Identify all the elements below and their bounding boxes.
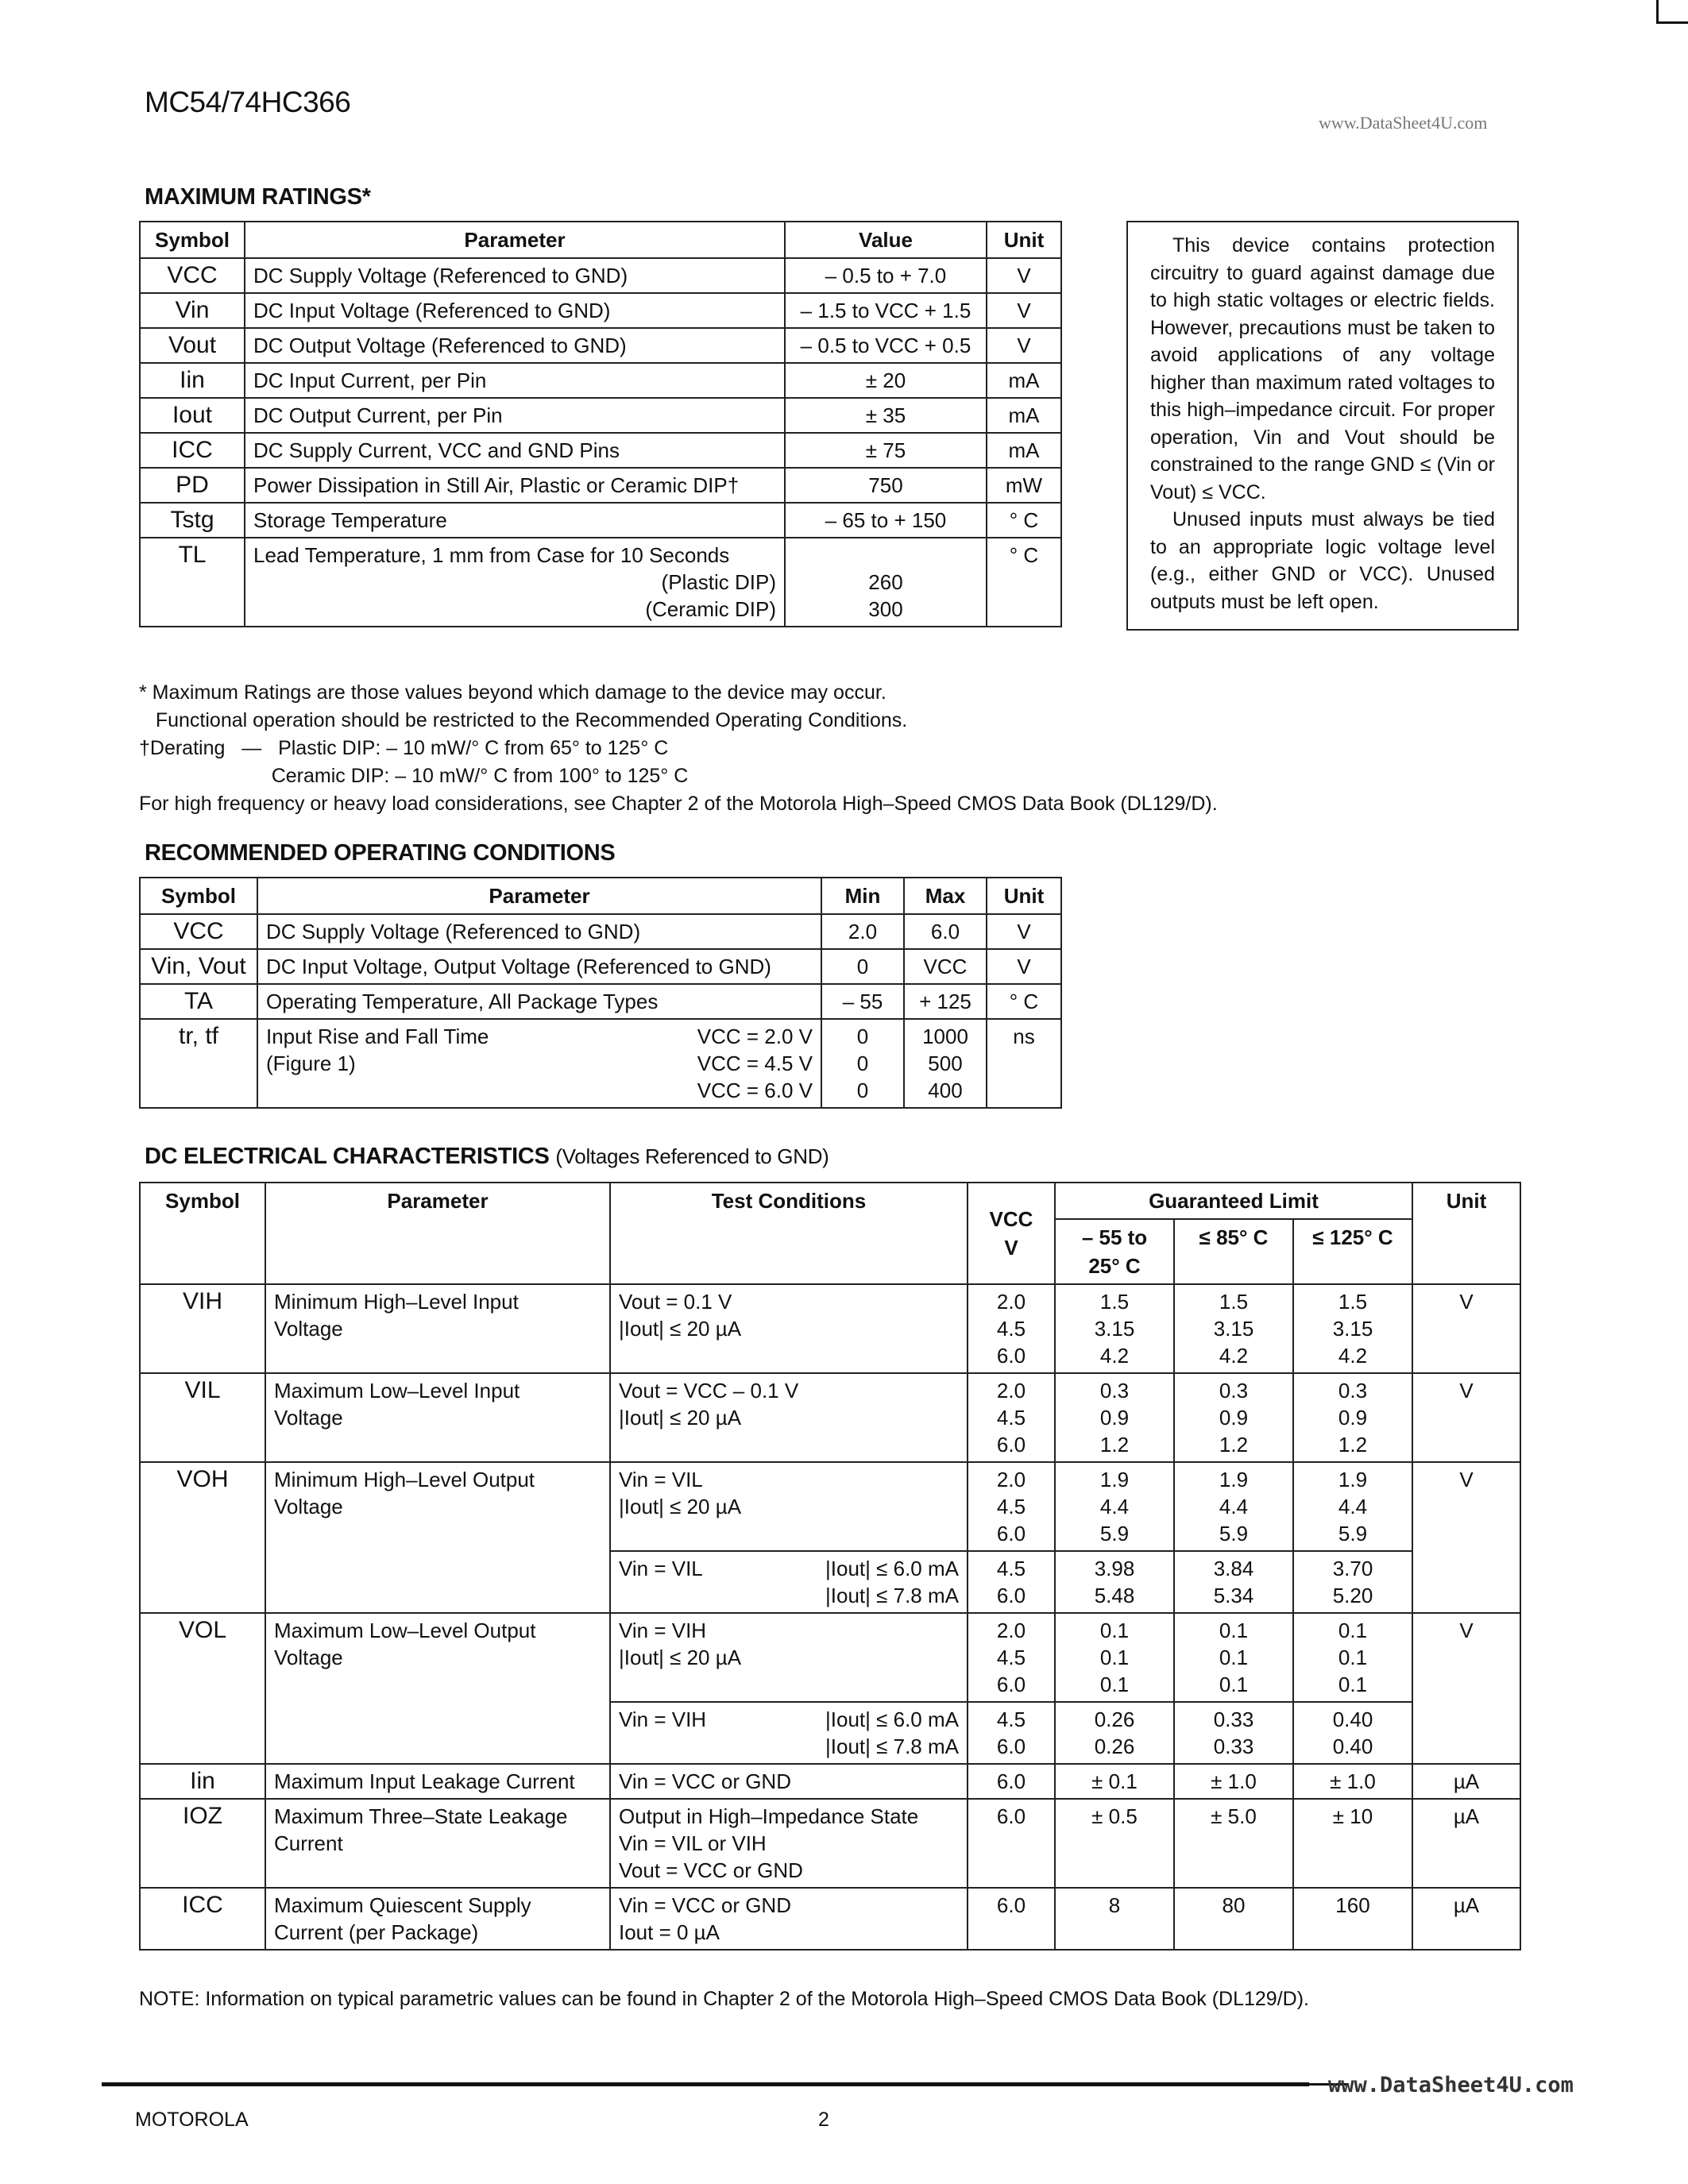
dc-title-text: DC ELECTRICAL CHARACTERISTICS: [145, 1144, 550, 1169]
max-ratings-title: MAXIMUM RATINGS*: [145, 184, 371, 210]
symbol-cell: Vin: [140, 293, 245, 328]
col-header-unit: Unit: [987, 878, 1061, 914]
table-row: [140, 468, 1061, 503]
col-header-value: Value: [785, 222, 987, 258]
rec-op-table: [139, 877, 1062, 1109]
limit-cell: 3.98 5.48: [1055, 1551, 1174, 1613]
condition-cell: [610, 1702, 968, 1764]
unit-cell: mA: [987, 398, 1061, 433]
value-cell: ± 75: [785, 433, 987, 468]
dc-body: [140, 1284, 1520, 1950]
col-header-max: Max: [904, 878, 987, 914]
limit-cell: 0.3 0.9 1.2: [1293, 1373, 1412, 1462]
condition-cell: [610, 1551, 968, 1613]
symbol-cell: ICC: [140, 1888, 265, 1950]
symbol-cell: Iin: [140, 363, 245, 398]
col-header-guaranteed-limit: Guaranteed Limit: [1055, 1183, 1412, 1219]
value-cell: – 0.5 to + 7.0: [785, 258, 987, 293]
limit-cell: 80: [1174, 1888, 1293, 1950]
condition-left: Vin = VIH: [619, 1707, 707, 1731]
table-row: [140, 984, 1061, 1019]
value-cell: 750: [785, 468, 987, 503]
unit-cell: mW: [987, 468, 1061, 503]
unit-cell: V: [987, 328, 1061, 363]
parameter-text: Input Rise and Fall Time (Figure 1): [266, 1024, 489, 1075]
unit-cell: V: [987, 293, 1061, 328]
table-row: [140, 1019, 1061, 1108]
parameter-cell: DC Input Voltage, Output Voltage (Referenced to GND): [257, 949, 821, 984]
protection-note-paragraph: This device contains protection circuitry to guard against damage due to high static voltages or electric fields. However, precautions must be taken to avoid applications of any voltage higher than maximum rated voltages to this high–impedance circuit. For proper operation, Vin and Vout should be constrained to the range GND ≤ (Vin or Vout) ≤ VCC.: [1150, 234, 1495, 504]
limit-cell: 0.1 0.1 0.1: [1174, 1613, 1293, 1702]
value-cell: ± 20: [785, 363, 987, 398]
condition-cell: Vin = VIL |Iout| ≤ 20 µA: [610, 1462, 968, 1551]
symbol-cell: Vout: [140, 328, 245, 363]
vcc-cell: 2.0 4.5 6.0: [968, 1373, 1055, 1462]
parameter-cell: Maximum Input Leakage Current: [265, 1764, 610, 1799]
table-row: [140, 398, 1061, 433]
vcc-cell: 2.0 4.5 6.0: [968, 1284, 1055, 1373]
unit-cell: V: [987, 914, 1061, 949]
symbol-cell: IOZ: [140, 1799, 265, 1888]
unit-cell: µA: [1412, 1799, 1520, 1888]
value-cell: – 1.5 to VCC + 1.5: [785, 293, 987, 328]
limit-cell: 1.9 4.4 5.9: [1174, 1462, 1293, 1551]
rec-op-title: RECOMMENDED OPERATING CONDITIONS: [145, 840, 616, 866]
parameter-text: Lead Temperature, 1 mm from Case for 10 Seconds: [253, 543, 730, 567]
parameter-cell: Minimum High–Level Input Voltage: [265, 1284, 610, 1373]
symbol-cell: Iin: [140, 1764, 265, 1799]
col-header-conditions: Test Conditions: [610, 1183, 968, 1284]
unit-cell: mA: [987, 363, 1061, 398]
table-row: [140, 1888, 1520, 1950]
max-cell: + 125: [904, 984, 987, 1019]
dc-note: NOTE: Information on typical parametric values can be found in Chapter 2 of the Motorola High–Speed CMOS Data Book (DL129/D).: [139, 1988, 1309, 2010]
symbol-cell: VIH: [140, 1284, 265, 1373]
col-header-unit: Unit: [987, 222, 1061, 258]
limit-cell: 0.1 0.1 0.1: [1055, 1613, 1174, 1702]
value-cell: – 0.5 to VCC + 0.5: [785, 328, 987, 363]
col-header-symbol: Symbol: [140, 878, 257, 914]
max-ratings-table: [139, 221, 1062, 627]
limit-cell: 3.70 5.20: [1293, 1551, 1412, 1613]
max-ratings-body: [140, 258, 1061, 538]
limit-cell: 0.26 0.26: [1055, 1702, 1174, 1764]
symbol-cell: VCC: [140, 258, 245, 293]
condition-text: VCC = 2.0 V VCC = 4.5 V VCC = 6.0 V: [697, 1024, 813, 1102]
table-row: [140, 1462, 1520, 1551]
vcc-cell: 6.0: [968, 1799, 1055, 1888]
unit-cell: V: [987, 949, 1061, 984]
limit-cell: 0.1 0.1 0.1: [1293, 1613, 1412, 1702]
parameter-cell: Operating Temperature, All Package Types: [257, 984, 821, 1019]
vcc-cell: 6.0: [968, 1888, 1055, 1950]
footer-rule: [102, 2082, 1309, 2086]
condition-cell: Vin = VCC or GND Iout = 0 µA: [610, 1888, 968, 1950]
symbol-cell: Vin, Vout: [140, 949, 257, 984]
parameter-cell: [245, 538, 785, 627]
limit-cell: ± 1.0: [1293, 1764, 1412, 1799]
protection-note-paragraph: Unused inputs must always be tied to an appropriate logic voltage level (e.g., either GND or VCC). Unused outputs must be left open.: [1150, 508, 1495, 613]
crop-mark: [1656, 0, 1688, 24]
limit-cell: 0.3 0.9 1.2: [1174, 1373, 1293, 1462]
value-cell: 260 300: [785, 538, 987, 627]
symbol-cell: Iout: [140, 398, 245, 433]
unit-cell: V: [1412, 1373, 1520, 1462]
table-row: [140, 293, 1061, 328]
document-title: MC54/74HC366: [145, 86, 351, 118]
symbol-cell: tr, tf: [140, 1019, 257, 1108]
limit-cell: 1.5 3.15 4.2: [1174, 1284, 1293, 1373]
col-header-parameter: Parameter: [245, 222, 785, 258]
unit-cell: ° C: [987, 984, 1061, 1019]
unit-cell: V: [987, 258, 1061, 293]
table-row: [140, 503, 1061, 538]
parameter-cell: DC Supply Voltage (Referenced to GND): [245, 258, 785, 293]
table-row: [140, 538, 1061, 627]
parameter-cell: DC Input Voltage (Referenced to GND): [245, 293, 785, 328]
max-ratings-footnotes: * Maximum Ratings are those values beyond which damage to the device may occur. Functional operation should be restricted to the Recommended Operating Conditions. †Derating — Plastic DIP: – 10 mW/° C from 65° to 125° C Ceramic DIP: – 10 mW/° C from 100° to 125° C For high frequency or heavy load considerations, see Chapter 2 of the Motorola High–Speed CMOS Data Book (DL129/D).: [139, 681, 1218, 815]
max-cell: 6.0: [904, 914, 987, 949]
symbol-cell: VIL: [140, 1373, 265, 1462]
condition-right: |Iout| ≤ 6.0 mA |Iout| ≤ 7.8 mA: [825, 1707, 959, 1758]
limit-cell: 8: [1055, 1888, 1174, 1950]
parameter-cell: DC Output Current, per Pin: [245, 398, 785, 433]
limit-cell: ± 10: [1293, 1799, 1412, 1888]
limit-cell: 1.9 4.4 5.9: [1293, 1462, 1412, 1551]
table-row: [140, 914, 1061, 949]
parameter-cell: Maximum Three–State Leakage Current: [265, 1799, 610, 1888]
unit-cell: V: [1412, 1462, 1520, 1613]
vcc-cell: 6.0: [968, 1764, 1055, 1799]
dc-title: [145, 1144, 829, 1170]
vcc-cell: 2.0 4.5 6.0: [968, 1462, 1055, 1551]
parameter-cell: Maximum Quiescent Supply Current (per Package): [265, 1888, 610, 1950]
dc-subtitle: (Voltages Referenced to GND): [555, 1144, 829, 1168]
unit-cell: µA: [1412, 1888, 1520, 1950]
parameter-cell: DC Input Current, per Pin: [245, 363, 785, 398]
limit-cell: ± 0.5: [1055, 1799, 1174, 1888]
min-cell: 0 0 0: [821, 1019, 904, 1108]
vcc-cell: 4.5 6.0: [968, 1551, 1055, 1613]
condition-cell: Vin = VIH |Iout| ≤ 20 µA: [610, 1613, 968, 1702]
symbol-cell: TL: [140, 538, 245, 627]
limit-cell: 160: [1293, 1888, 1412, 1950]
rec-op-body: [140, 914, 1061, 1019]
min-cell: 2.0: [821, 914, 904, 949]
condition-left: Vin = VIL: [619, 1557, 703, 1580]
max-cell: VCC: [904, 949, 987, 984]
protection-note: [1126, 221, 1519, 631]
table-row: [140, 1764, 1520, 1799]
table-row: [140, 1613, 1520, 1702]
dc-table: [139, 1182, 1521, 1951]
vcc-cell: 2.0 4.5 6.0: [968, 1613, 1055, 1702]
col-header-symbol: Symbol: [140, 1183, 265, 1284]
package-labels: (Plastic DIP) (Ceramic DIP): [645, 570, 776, 621]
table-row: [140, 949, 1061, 984]
col-header-temp-125: ≤ 125° C: [1293, 1219, 1412, 1284]
col-header-symbol: Symbol: [140, 222, 245, 258]
parameter-cell: DC Supply Voltage (Referenced to GND): [257, 914, 821, 949]
limit-cell: 0.3 0.9 1.2: [1055, 1373, 1174, 1462]
limit-cell: 3.84 5.34: [1174, 1551, 1293, 1613]
limit-cell: ± 5.0: [1174, 1799, 1293, 1888]
condition-cell: Output in High–Impedance State Vin = VIL or VIH Vout = VCC or GND: [610, 1799, 968, 1888]
col-header-parameter: Parameter: [257, 878, 821, 914]
watermark-top: www.DataSheet4U.com: [1319, 113, 1488, 133]
parameter-cell: Minimum High–Level Output Voltage: [265, 1462, 610, 1613]
limit-cell: ± 0.1: [1055, 1764, 1174, 1799]
symbol-cell: Tstg: [140, 503, 245, 538]
col-header-vcc: VCC V: [968, 1183, 1055, 1284]
footer-brand: MOTOROLA: [135, 2109, 249, 2131]
limit-cell: 0.40 0.40: [1293, 1702, 1412, 1764]
unit-cell: ° C: [987, 538, 1061, 627]
vcc-cell: 4.5 6.0: [968, 1702, 1055, 1764]
col-header-temp-25: – 55 to 25° C: [1055, 1219, 1174, 1284]
unit-cell: ° C: [987, 503, 1061, 538]
parameter-cell: DC Output Voltage (Referenced to GND): [245, 328, 785, 363]
col-header-parameter: Parameter: [265, 1183, 610, 1284]
condition-right: |Iout| ≤ 6.0 mA |Iout| ≤ 7.8 mA: [825, 1557, 959, 1607]
value-cell: – 65 to + 150: [785, 503, 987, 538]
limit-cell: 0.33 0.33: [1174, 1702, 1293, 1764]
limit-cell: 1.5 3.15 4.2: [1293, 1284, 1412, 1373]
page-number: 2: [818, 2109, 829, 2131]
limit-cell: ± 1.0: [1174, 1764, 1293, 1799]
table-row: [140, 1373, 1520, 1462]
parameter-cell: Maximum Low–Level Output Voltage: [265, 1613, 610, 1764]
table-row: [140, 1799, 1520, 1888]
symbol-cell: VOL: [140, 1613, 265, 1764]
min-cell: – 55: [821, 984, 904, 1019]
col-header-temp-85: ≤ 85° C: [1174, 1219, 1293, 1284]
symbol-cell: PD: [140, 468, 245, 503]
watermark-bottom: www.DataSheet4U.com: [1328, 2073, 1574, 2097]
max-cell: 1000 500 400: [904, 1019, 987, 1108]
unit-cell: µA: [1412, 1764, 1520, 1799]
unit-cell: V: [1412, 1284, 1520, 1373]
table-row: [140, 1284, 1520, 1373]
parameter-cell: DC Supply Current, VCC and GND Pins: [245, 433, 785, 468]
min-cell: 0: [821, 949, 904, 984]
parameter-cell: Power Dissipation in Still Air, Plastic or Ceramic DIP†: [245, 468, 785, 503]
col-header-min: Min: [821, 878, 904, 914]
table-row: [140, 363, 1061, 398]
parameter-cell: Storage Temperature: [245, 503, 785, 538]
symbol-cell: ICC: [140, 433, 245, 468]
symbol-cell: VCC: [140, 914, 257, 949]
condition-cell: Vout = VCC – 0.1 V |Iout| ≤ 20 µA: [610, 1373, 968, 1462]
condition-cell: Vin = VCC or GND: [610, 1764, 968, 1799]
col-header-unit: Unit: [1412, 1183, 1520, 1284]
table-row: [140, 433, 1061, 468]
limit-cell: 1.9 4.4 5.9: [1055, 1462, 1174, 1551]
condition-cell: Vout = 0.1 V |Iout| ≤ 20 µA: [610, 1284, 968, 1373]
symbol-cell: TA: [140, 984, 257, 1019]
table-row: [140, 328, 1061, 363]
parameter-cell: [257, 1019, 821, 1108]
unit-cell: ns: [987, 1019, 1061, 1108]
table-row: [140, 258, 1061, 293]
parameter-cell: Maximum Low–Level Input Voltage: [265, 1373, 610, 1462]
limit-cell: 1.5 3.15 4.2: [1055, 1284, 1174, 1373]
symbol-cell: VOH: [140, 1462, 265, 1613]
value-cell: ± 35: [785, 398, 987, 433]
unit-cell: V: [1412, 1613, 1520, 1764]
unit-cell: mA: [987, 433, 1061, 468]
